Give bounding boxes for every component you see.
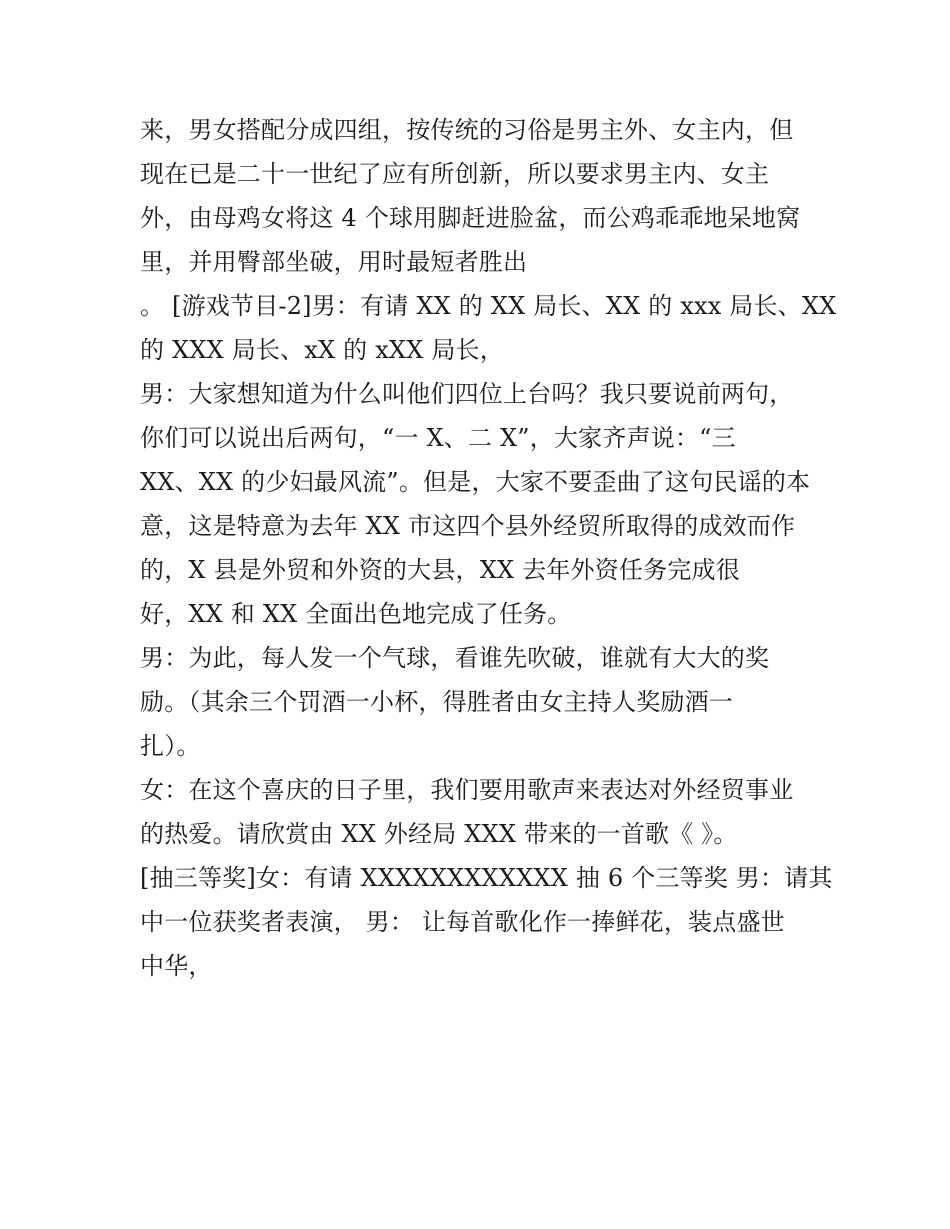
text-line: [抽三等奖]女：有请 XXXXXXXXXXXX 抽 6 个三等奖 男：请其: [140, 864, 833, 892]
text-line: 意，这是特意为去年 XX 市这四个县外经贸所取得的成效而作: [140, 512, 796, 540]
text-line: 的热爱。请欣赏由 XX 外经局 XXX 带来的一首歌《 》。: [140, 820, 738, 848]
text-line: 。 [游戏节目-2]男：有请 XX 的 XX 局长、XX 的 xxx 局长、XX: [140, 292, 837, 320]
text-line: 来，男女搭配分成四组，按传统的习俗是男主外、女主内，但: [140, 116, 794, 144]
text-line: 励。（其余三个罚酒一小杯，得胜者由女主持人奖励酒一: [140, 688, 733, 716]
text-line: 的，X 县是外贸和外资的大县，XX 去年外资任务完成很: [140, 556, 740, 584]
document-body: [140, 108, 837, 988]
text-line: 你们可以说出后两句，“一 X、二 X”，大家齐声说：“三: [140, 424, 736, 452]
text-line: 好，XX 和 XX 全面出色地完成了任务。: [140, 600, 572, 628]
text-line: 男：大家想知道为什么叫他们四位上台吗？我只要说前两句，: [140, 380, 794, 408]
text-line: 男：为此，每人发一个气球，看谁先吹破，谁就有大大的奖: [140, 644, 770, 672]
text-line: 的 XXX 局长、xX 的 xXX 局长，: [140, 336, 504, 364]
text-line: 中华，: [140, 952, 213, 980]
text-line: 女：在这个喜庆的日子里，我们要用歌声来表达对外经贸事业: [140, 776, 794, 804]
text-line: XX、XX 的少妇最风流”。但是，大家不要歪曲了这句民谣的本: [140, 468, 811, 496]
text-line: 里，并用臀部坐破，用时最短者胜出: [140, 248, 528, 276]
text-line: 现在已是二十一世纪了应有所创新，所以要求男主内、女主: [140, 160, 770, 188]
text-line: 扎）。: [140, 732, 201, 760]
text-line: 外，由母鸡女将这 4 个球用脚赶进脸盆，而公鸡乖乖地呆地窝: [140, 204, 801, 232]
text-line: 中一位获奖者表演， 男： 让每首歌化作一捧鲜花，装点盛世: [140, 908, 785, 936]
